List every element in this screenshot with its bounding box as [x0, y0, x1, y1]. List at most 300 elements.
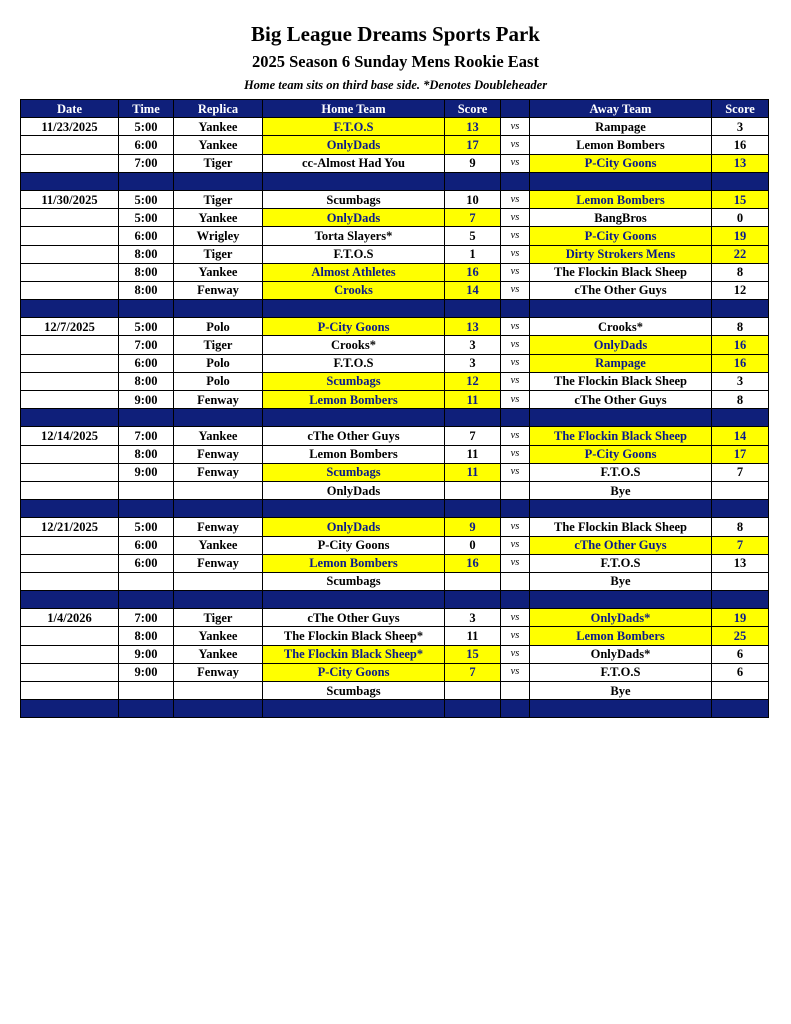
- table-row: [21, 372, 769, 390]
- home-team-cell: Lemon Bombers: [263, 391, 445, 409]
- table-row: [21, 663, 769, 681]
- away-team-cell: cThe Other Guys: [530, 536, 712, 554]
- away-team-cell: cThe Other Guys: [530, 281, 712, 299]
- home-team-cell: OnlyDads: [263, 209, 445, 227]
- col-header-away-score: Score: [712, 100, 769, 118]
- away-team-cell: OnlyDads*: [530, 645, 712, 663]
- separator-cell: [530, 591, 712, 609]
- separator-cell: [263, 700, 445, 718]
- date-cell: [21, 682, 119, 700]
- time-cell: 6:00: [119, 136, 174, 154]
- away-score-cell: 22: [712, 245, 769, 263]
- home-score-cell: 0: [445, 536, 501, 554]
- vs-cell: vs: [501, 136, 530, 154]
- away-team-cell: Bye: [530, 572, 712, 590]
- time-cell: 5:00: [119, 318, 174, 336]
- time-cell: 5:00: [119, 118, 174, 136]
- away-score-cell: [712, 682, 769, 700]
- away-team-cell: F.T.O.S: [530, 463, 712, 481]
- away-team-cell: Lemon Bombers: [530, 627, 712, 645]
- table-row: [21, 572, 769, 590]
- home-team-cell: P-City Goons: [263, 536, 445, 554]
- replica-cell: [174, 572, 263, 590]
- time-cell: 5:00: [119, 209, 174, 227]
- home-team-cell: Scumbags: [263, 682, 445, 700]
- replica-cell: Tiger: [174, 609, 263, 627]
- separator-cell: [501, 500, 530, 518]
- home-score-cell: 9: [445, 518, 501, 536]
- away-score-cell: 3: [712, 118, 769, 136]
- separator-cell: [712, 700, 769, 718]
- vs-cell: vs: [501, 427, 530, 445]
- away-team-cell: Crooks*: [530, 318, 712, 336]
- date-cell: [21, 372, 119, 390]
- table-row: [21, 336, 769, 354]
- home-team-cell: P-City Goons: [263, 663, 445, 681]
- separator-cell: [530, 500, 712, 518]
- away-team-cell: The Flockin Black Sheep: [530, 518, 712, 536]
- replica-cell: Yankee: [174, 645, 263, 663]
- home-score-cell: 12: [445, 372, 501, 390]
- replica-cell: [174, 682, 263, 700]
- replica-cell: Wrigley: [174, 227, 263, 245]
- table-row: [21, 154, 769, 172]
- table-row: [21, 627, 769, 645]
- away-team-cell: Lemon Bombers: [530, 136, 712, 154]
- date-cell: [21, 445, 119, 463]
- away-team-cell: Bye: [530, 682, 712, 700]
- home-score-cell: 11: [445, 627, 501, 645]
- table-row: [21, 554, 769, 572]
- time-cell: 7:00: [119, 154, 174, 172]
- replica-cell: Fenway: [174, 554, 263, 572]
- date-cell: [21, 263, 119, 281]
- schedule-body: [21, 118, 769, 718]
- separator-cell: [445, 591, 501, 609]
- doubleheader-note: Home team sits on third base side. *Denotes Doubleheader: [243, 78, 548, 92]
- time-cell: 7:00: [119, 336, 174, 354]
- date-cell: [21, 227, 119, 245]
- date-cell: [21, 481, 119, 499]
- time-cell: 7:00: [119, 427, 174, 445]
- away-team-cell: F.T.O.S: [530, 554, 712, 572]
- home-score-cell: 13: [445, 118, 501, 136]
- date-cell: 11/30/2025: [21, 190, 119, 208]
- away-team-cell: The Flockin Black Sheep: [530, 372, 712, 390]
- home-team-cell: Crooks*: [263, 336, 445, 354]
- home-score-cell: [445, 682, 501, 700]
- home-score-cell: 7: [445, 427, 501, 445]
- home-score-cell: 3: [445, 354, 501, 372]
- separator-cell: [530, 700, 712, 718]
- table-row: [21, 609, 769, 627]
- time-cell: 8:00: [119, 445, 174, 463]
- week-separator-row: [21, 591, 769, 609]
- separator-cell: [119, 172, 174, 190]
- separator-cell: [445, 700, 501, 718]
- away-score-cell: 15: [712, 190, 769, 208]
- page-title: Big League Dreams Sports Park: [251, 22, 540, 46]
- vs-cell: vs: [501, 609, 530, 627]
- vs-cell: vs: [501, 336, 530, 354]
- col-header-away-team: Away Team: [530, 100, 712, 118]
- away-score-cell: 16: [712, 336, 769, 354]
- table-row: [21, 190, 769, 208]
- home-team-cell: cThe Other Guys: [263, 609, 445, 627]
- separator-cell: [119, 300, 174, 318]
- replica-cell: Yankee: [174, 627, 263, 645]
- time-cell: 9:00: [119, 663, 174, 681]
- away-team-cell: The Flockin Black Sheep: [530, 427, 712, 445]
- page-subtitle: 2025 Season 6 Sunday Mens Rookie East: [252, 52, 539, 71]
- time-cell: [119, 682, 174, 700]
- week-separator-row: [21, 500, 769, 518]
- home-score-cell: 7: [445, 663, 501, 681]
- week-separator-row: [21, 172, 769, 190]
- separator-cell: [501, 300, 530, 318]
- separator-cell: [263, 500, 445, 518]
- date-cell: [21, 663, 119, 681]
- home-team-cell: F.T.O.S: [263, 118, 445, 136]
- away-score-cell: 8: [712, 318, 769, 336]
- table-header-row: [21, 100, 769, 118]
- separator-cell: [21, 172, 119, 190]
- separator-cell: [501, 591, 530, 609]
- time-cell: [119, 481, 174, 499]
- date-cell: [21, 463, 119, 481]
- separator-cell: [712, 172, 769, 190]
- replica-cell: Fenway: [174, 391, 263, 409]
- separator-cell: [119, 409, 174, 427]
- away-score-cell: [712, 481, 769, 499]
- home-team-cell: Crooks: [263, 281, 445, 299]
- vs-cell: vs: [501, 463, 530, 481]
- time-cell: 8:00: [119, 263, 174, 281]
- separator-cell: [21, 500, 119, 518]
- col-header-time: Time: [119, 100, 174, 118]
- schedule-table: [20, 99, 769, 718]
- table-row: [21, 227, 769, 245]
- away-score-cell: 0: [712, 209, 769, 227]
- time-cell: 8:00: [119, 245, 174, 263]
- home-score-cell: 3: [445, 336, 501, 354]
- home-score-cell: 3: [445, 609, 501, 627]
- date-cell: [21, 209, 119, 227]
- time-cell: 5:00: [119, 518, 174, 536]
- time-cell: 5:00: [119, 190, 174, 208]
- home-score-cell: 16: [445, 263, 501, 281]
- date-cell: [21, 572, 119, 590]
- away-team-cell: Bye: [530, 481, 712, 499]
- separator-cell: [119, 700, 174, 718]
- away-team-cell: Lemon Bombers: [530, 190, 712, 208]
- replica-cell: Tiger: [174, 336, 263, 354]
- table-row: [21, 518, 769, 536]
- away-team-cell: Rampage: [530, 354, 712, 372]
- away-score-cell: 14: [712, 427, 769, 445]
- table-row: [21, 209, 769, 227]
- away-score-cell: 13: [712, 554, 769, 572]
- home-team-cell: F.T.O.S: [263, 245, 445, 263]
- separator-cell: [445, 172, 501, 190]
- table-row: [21, 445, 769, 463]
- date-cell: [21, 391, 119, 409]
- table-row: [21, 245, 769, 263]
- home-team-cell: The Flockin Black Sheep*: [263, 645, 445, 663]
- col-header-date: Date: [21, 100, 119, 118]
- time-cell: 7:00: [119, 609, 174, 627]
- time-cell: 6:00: [119, 354, 174, 372]
- replica-cell: Fenway: [174, 518, 263, 536]
- vs-cell: vs: [501, 391, 530, 409]
- away-score-cell: 16: [712, 354, 769, 372]
- home-score-cell: 15: [445, 645, 501, 663]
- vs-cell: vs: [501, 554, 530, 572]
- col-header-home-team: Home Team: [263, 100, 445, 118]
- separator-cell: [530, 172, 712, 190]
- week-separator-row: [21, 700, 769, 718]
- date-cell: [21, 645, 119, 663]
- away-team-cell: Rampage: [530, 118, 712, 136]
- col-header-home-score: Score: [445, 100, 501, 118]
- away-score-cell: 8: [712, 518, 769, 536]
- replica-cell: Yankee: [174, 263, 263, 281]
- away-score-cell: 6: [712, 663, 769, 681]
- home-score-cell: [445, 572, 501, 590]
- time-cell: 9:00: [119, 463, 174, 481]
- away-score-cell: 7: [712, 536, 769, 554]
- home-team-cell: Scumbags: [263, 190, 445, 208]
- home-team-cell: The Flockin Black Sheep*: [263, 627, 445, 645]
- replica-cell: Yankee: [174, 536, 263, 554]
- vs-cell: vs: [501, 154, 530, 172]
- date-cell: [21, 554, 119, 572]
- vs-cell: vs: [501, 445, 530, 463]
- col-header-replica: Replica: [174, 100, 263, 118]
- date-cell: 1/4/2026: [21, 609, 119, 627]
- table-row: [21, 463, 769, 481]
- time-cell: 8:00: [119, 627, 174, 645]
- replica-cell: Fenway: [174, 663, 263, 681]
- table-row: [21, 136, 769, 154]
- away-score-cell: 25: [712, 627, 769, 645]
- replica-cell: Polo: [174, 318, 263, 336]
- away-score-cell: 16: [712, 136, 769, 154]
- table-row: [21, 354, 769, 372]
- home-team-cell: Scumbags: [263, 372, 445, 390]
- separator-cell: [263, 300, 445, 318]
- vs-cell: [501, 572, 530, 590]
- home-team-cell: Scumbags: [263, 572, 445, 590]
- date-cell: [21, 245, 119, 263]
- away-score-cell: 8: [712, 263, 769, 281]
- col-header-vs: [501, 100, 530, 118]
- replica-cell: [174, 481, 263, 499]
- vs-cell: vs: [501, 627, 530, 645]
- week-separator-row: [21, 300, 769, 318]
- separator-cell: [174, 700, 263, 718]
- away-score-cell: 17: [712, 445, 769, 463]
- separator-cell: [21, 700, 119, 718]
- time-cell: 9:00: [119, 645, 174, 663]
- date-cell: 12/21/2025: [21, 518, 119, 536]
- home-score-cell: 14: [445, 281, 501, 299]
- replica-cell: Fenway: [174, 281, 263, 299]
- vs-cell: vs: [501, 245, 530, 263]
- replica-cell: Tiger: [174, 154, 263, 172]
- away-team-cell: The Flockin Black Sheep: [530, 263, 712, 281]
- away-team-cell: F.T.O.S: [530, 663, 712, 681]
- separator-cell: [174, 591, 263, 609]
- time-cell: 9:00: [119, 391, 174, 409]
- home-team-cell: Almost Athletes: [263, 263, 445, 281]
- away-score-cell: 3: [712, 372, 769, 390]
- date-cell: [21, 336, 119, 354]
- week-separator-row: [21, 409, 769, 427]
- time-cell: 6:00: [119, 227, 174, 245]
- home-team-cell: Lemon Bombers: [263, 554, 445, 572]
- table-row: [21, 118, 769, 136]
- separator-cell: [21, 591, 119, 609]
- table-row: [21, 391, 769, 409]
- away-team-cell: cThe Other Guys: [530, 391, 712, 409]
- separator-cell: [712, 409, 769, 427]
- separator-cell: [501, 700, 530, 718]
- separator-cell: [119, 591, 174, 609]
- vs-cell: [501, 481, 530, 499]
- home-team-cell: cThe Other Guys: [263, 427, 445, 445]
- table-row: [21, 427, 769, 445]
- separator-cell: [263, 172, 445, 190]
- home-team-cell: Scumbags: [263, 463, 445, 481]
- vs-cell: vs: [501, 118, 530, 136]
- date-cell: [21, 281, 119, 299]
- separator-cell: [174, 409, 263, 427]
- home-score-cell: 9: [445, 154, 501, 172]
- away-score-cell: 6: [712, 645, 769, 663]
- separator-cell: [174, 500, 263, 518]
- separator-cell: [263, 591, 445, 609]
- vs-cell: vs: [501, 536, 530, 554]
- home-score-cell: 5: [445, 227, 501, 245]
- away-score-cell: 8: [712, 391, 769, 409]
- away-score-cell: 12: [712, 281, 769, 299]
- separator-cell: [530, 409, 712, 427]
- separator-cell: [530, 300, 712, 318]
- vs-cell: [501, 682, 530, 700]
- away-team-cell: OnlyDads: [530, 336, 712, 354]
- table-row: [21, 318, 769, 336]
- replica-cell: Yankee: [174, 118, 263, 136]
- time-cell: 8:00: [119, 372, 174, 390]
- separator-cell: [174, 300, 263, 318]
- home-score-cell: 13: [445, 318, 501, 336]
- vs-cell: vs: [501, 518, 530, 536]
- away-team-cell: P-City Goons: [530, 227, 712, 245]
- home-score-cell: 17: [445, 136, 501, 154]
- away-score-cell: [712, 572, 769, 590]
- away-team-cell: Dirty Strokers Mens: [530, 245, 712, 263]
- home-team-cell: F.T.O.S: [263, 354, 445, 372]
- separator-cell: [445, 300, 501, 318]
- separator-cell: [21, 409, 119, 427]
- home-score-cell: 7: [445, 209, 501, 227]
- away-score-cell: 7: [712, 463, 769, 481]
- home-score-cell: 16: [445, 554, 501, 572]
- home-score-cell: 11: [445, 463, 501, 481]
- separator-cell: [712, 591, 769, 609]
- home-team-cell: cc-Almost Had You: [263, 154, 445, 172]
- replica-cell: Polo: [174, 372, 263, 390]
- vs-cell: vs: [501, 354, 530, 372]
- separator-cell: [174, 172, 263, 190]
- home-team-cell: Lemon Bombers: [263, 445, 445, 463]
- home-team-cell: Torta Slayers*: [263, 227, 445, 245]
- separator-cell: [21, 300, 119, 318]
- vs-cell: vs: [501, 645, 530, 663]
- away-team-cell: OnlyDads*: [530, 609, 712, 627]
- separator-cell: [119, 500, 174, 518]
- home-team-cell: OnlyDads: [263, 481, 445, 499]
- home-score-cell: 11: [445, 391, 501, 409]
- home-score-cell: 11: [445, 445, 501, 463]
- vs-cell: vs: [501, 663, 530, 681]
- away-score-cell: 13: [712, 154, 769, 172]
- time-cell: [119, 572, 174, 590]
- table-row: [21, 645, 769, 663]
- separator-cell: [445, 500, 501, 518]
- date-cell: 12/7/2025: [21, 318, 119, 336]
- replica-cell: Tiger: [174, 190, 263, 208]
- away-team-cell: P-City Goons: [530, 445, 712, 463]
- table-row: [21, 263, 769, 281]
- separator-cell: [501, 409, 530, 427]
- away-score-cell: 19: [712, 609, 769, 627]
- home-team-cell: OnlyDads: [263, 136, 445, 154]
- table-row: [21, 536, 769, 554]
- date-cell: [21, 536, 119, 554]
- date-cell: 11/23/2025: [21, 118, 119, 136]
- vs-cell: vs: [501, 263, 530, 281]
- time-cell: 6:00: [119, 554, 174, 572]
- replica-cell: Yankee: [174, 136, 263, 154]
- separator-cell: [263, 409, 445, 427]
- replica-cell: Yankee: [174, 209, 263, 227]
- date-cell: [21, 154, 119, 172]
- separator-cell: [712, 300, 769, 318]
- separator-cell: [501, 172, 530, 190]
- table-row: [21, 281, 769, 299]
- replica-cell: Yankee: [174, 427, 263, 445]
- replica-cell: Polo: [174, 354, 263, 372]
- time-cell: 6:00: [119, 536, 174, 554]
- vs-cell: vs: [501, 318, 530, 336]
- home-score-cell: [445, 481, 501, 499]
- vs-cell: vs: [501, 281, 530, 299]
- table-row: [21, 682, 769, 700]
- date-cell: [21, 627, 119, 645]
- replica-cell: Fenway: [174, 463, 263, 481]
- vs-cell: vs: [501, 372, 530, 390]
- separator-cell: [712, 500, 769, 518]
- away-team-cell: BangBros: [530, 209, 712, 227]
- vs-cell: vs: [501, 209, 530, 227]
- home-score-cell: 1: [445, 245, 501, 263]
- home-team-cell: OnlyDads: [263, 518, 445, 536]
- separator-cell: [445, 409, 501, 427]
- time-cell: 8:00: [119, 281, 174, 299]
- date-cell: 12/14/2025: [21, 427, 119, 445]
